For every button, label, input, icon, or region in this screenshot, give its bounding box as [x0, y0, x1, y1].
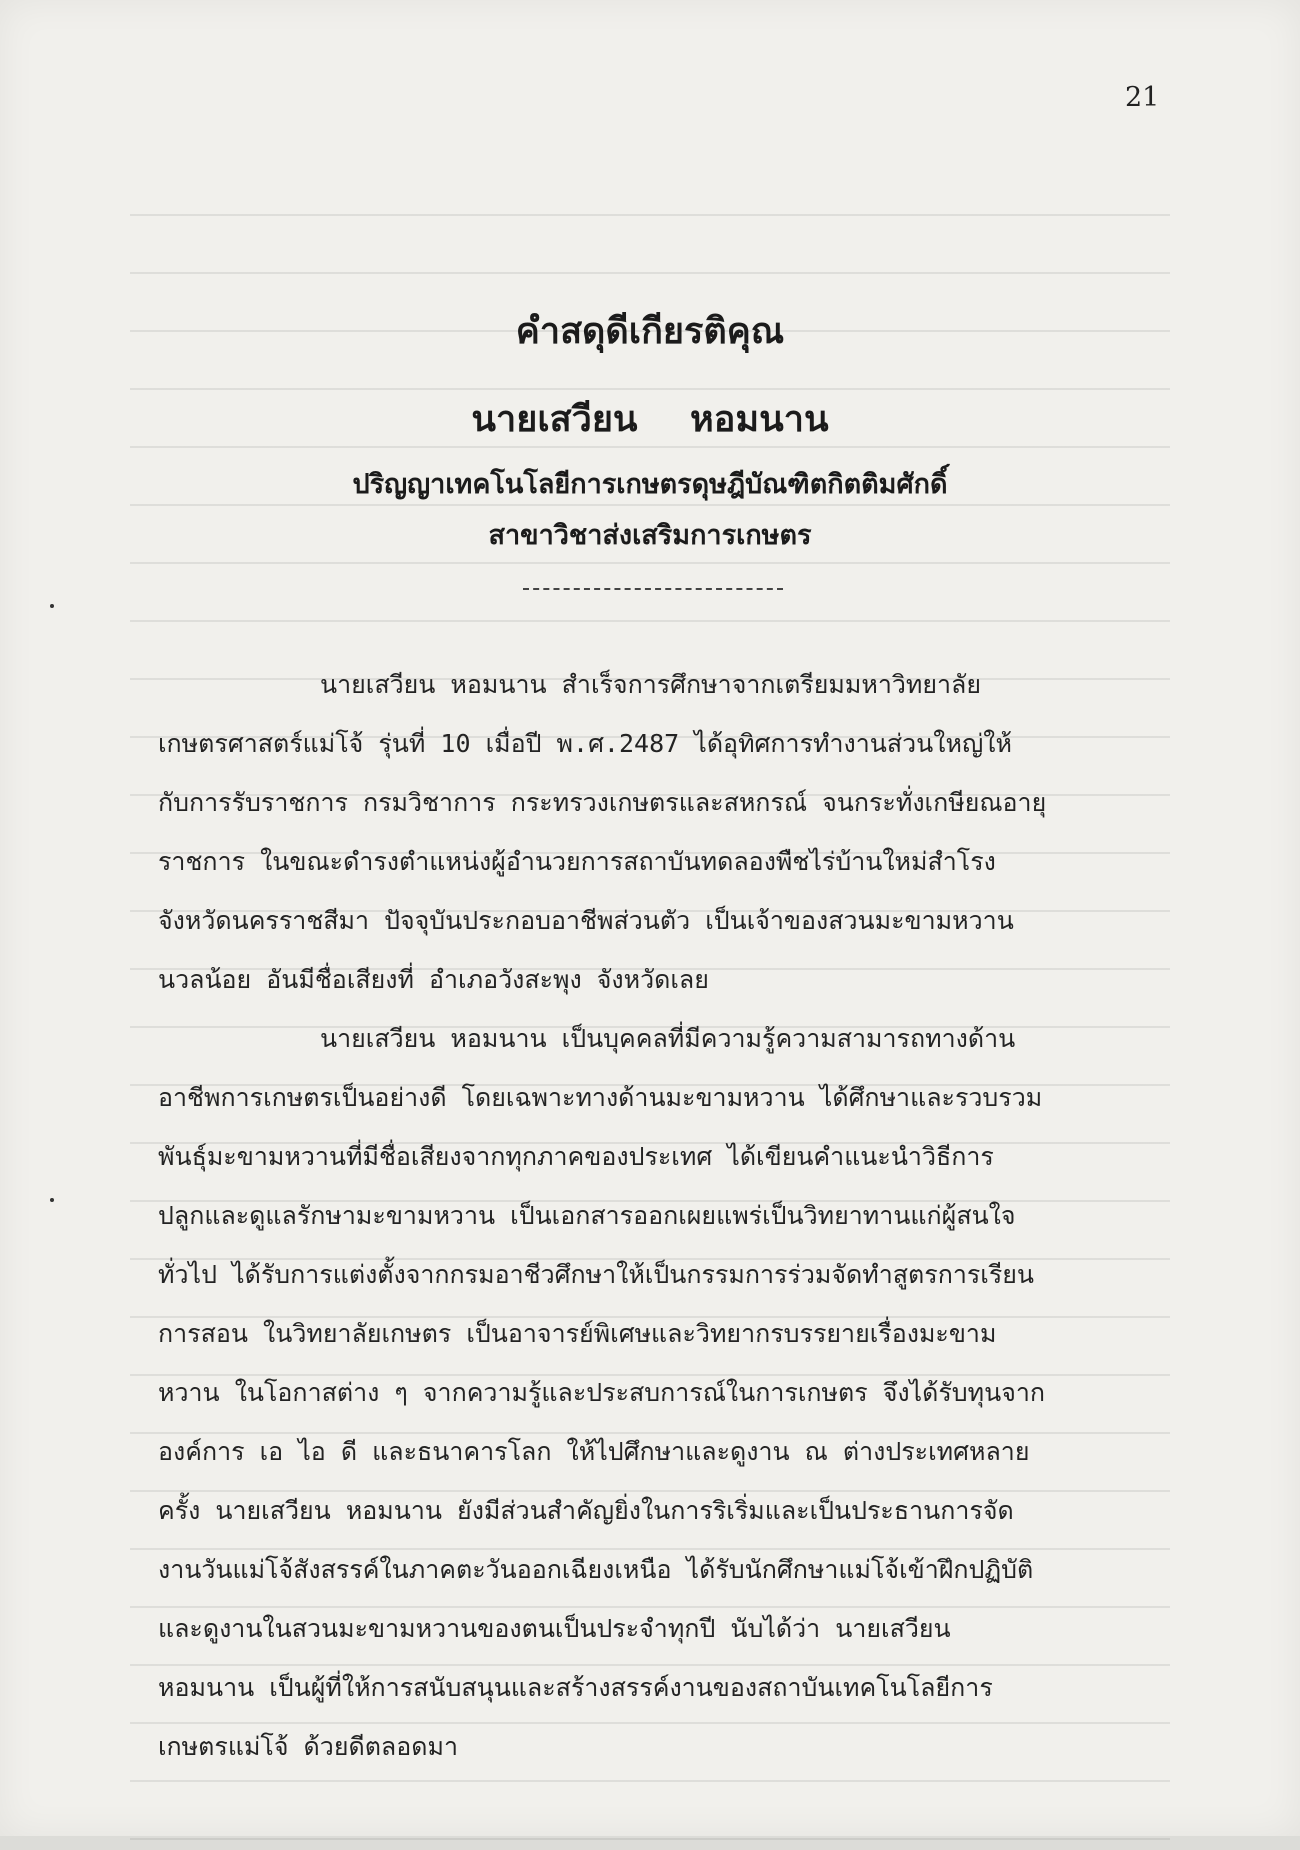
margin-mark	[50, 604, 54, 608]
body-line: อาชีพการเกษตรเป็นอย่างดี โดยเฉพาะทางด้านมะขามหวาน ได้ศึกษาและรวบรวม	[158, 1083, 1043, 1112]
body-line: พันธุ์มะขามหวานที่มีชื่อเสียงจากทุกภาคของประเทศ ได้เขียนคำแนะนำวิธีการ	[158, 1142, 994, 1171]
body-line: นายเสวียน หอมนาน เป็นบุคคลที่มีความรู้ความสามารถทางด้าน	[320, 1024, 1016, 1053]
body-line: นายเสวียน หอมนาน สำเร็จการศึกษาจากเตรียมมหาวิทยาลัย	[320, 670, 982, 699]
body-line: นวลน้อย อันมีชื่อเสียงที่ อำเภอวังสะพุง จังหวัดเลย	[158, 965, 709, 994]
body-line: ราชการ ในขณะดำรงตำแหน่งผู้อำนวยการสถาบันทดลองพืชไร่บ้านใหม่สำโรง	[158, 847, 996, 876]
body-line: ครั้ง นายเสวียน หอมนาน ยังมีส่วนสำคัญยิ่งในการริเริ่มและเป็นประธานการจัด	[158, 1496, 1014, 1525]
body-line: หวาน ในโอกาสต่าง ๆ จากความรู้และประสบการณ์ในการเกษตร จึงได้รับทุนจาก	[158, 1378, 1046, 1407]
body-line: ทั่วไป ได้รับการแต่งตั้งจากกรมอาชีวศึกษาให้เป็นกรรมการร่วมจัดทำสูตรการเรียน	[158, 1260, 1035, 1289]
body-line: เกษตรแม่โจ้ ด้วยดีตลอดมา	[158, 1732, 459, 1761]
margin-mark	[50, 1198, 54, 1202]
body-line: เกษตรศาสตร์แม่โจ้ รุ่นที่ 10 เมื่อปี พ.ศ.2487 ได้อุทิศการทำงานส่วนใหญ่ให้	[158, 729, 1012, 758]
body-line: ปลูกและดูแลรักษามะขามหวาน เป็นเอกสารออกเผยแพร่เป็นวิทยาทานแก่ผู้สนใจ	[158, 1201, 1016, 1230]
body-line: จังหวัดนครราชสีมา ปัจจุบันประกอบอาชีพส่วนตัว เป็นเจ้าของสวนมะขามหวาน	[158, 906, 1014, 935]
body-line: หอมนาน เป็นผู้ที่ให้การสนับสนุนและสร้างสรรค์งานของสถาบันเทคโนโลยีการ	[158, 1673, 993, 1702]
degree-title: ปริญญาเทคโนโลยีการเกษตรดุษฎีบัณฑิตกิตติมศักดิ์	[352, 469, 948, 500]
field-of-study: สาขาวิชาส่งเสริมการเกษตร	[488, 520, 812, 551]
body-line: และดูงานในสวนมะขามหวานของตนเป็นประจำทุกปี นับได้ว่า นายเสวียน	[158, 1614, 951, 1643]
body-line: กับการรับราชการ กรมวิชาการ กระทรวงเกษตรและสหกรณ์ จนกระทั่งเกษียณอายุ	[158, 788, 1047, 817]
body-line: งานวันแม่โจ้สังสรรค์ในภาคตะวันออกเฉียงเหนือ ได้รับนักศึกษาแม่โจ้เข้าฝึกปฏิบัติ	[158, 1555, 1034, 1584]
dashed-divider	[523, 588, 783, 590]
page-number: 21	[1125, 82, 1160, 113]
body-line: การสอน ในวิทยาลัยเกษตร เป็นอาจารย์พิเศษและวิทยากรบรรยายเรื่องมะขาม	[158, 1319, 997, 1348]
document-title: คำสดุดีเกียรติคุณ	[515, 311, 785, 352]
body-line: องค์การ เอ ไอ ดี และธนาคารโลก ให้ไปศึกษาและดูงาน ณ ต่างประเทศหลาย	[158, 1437, 1030, 1466]
honoree-name: นายเสวียน หอมนาน	[471, 399, 829, 440]
